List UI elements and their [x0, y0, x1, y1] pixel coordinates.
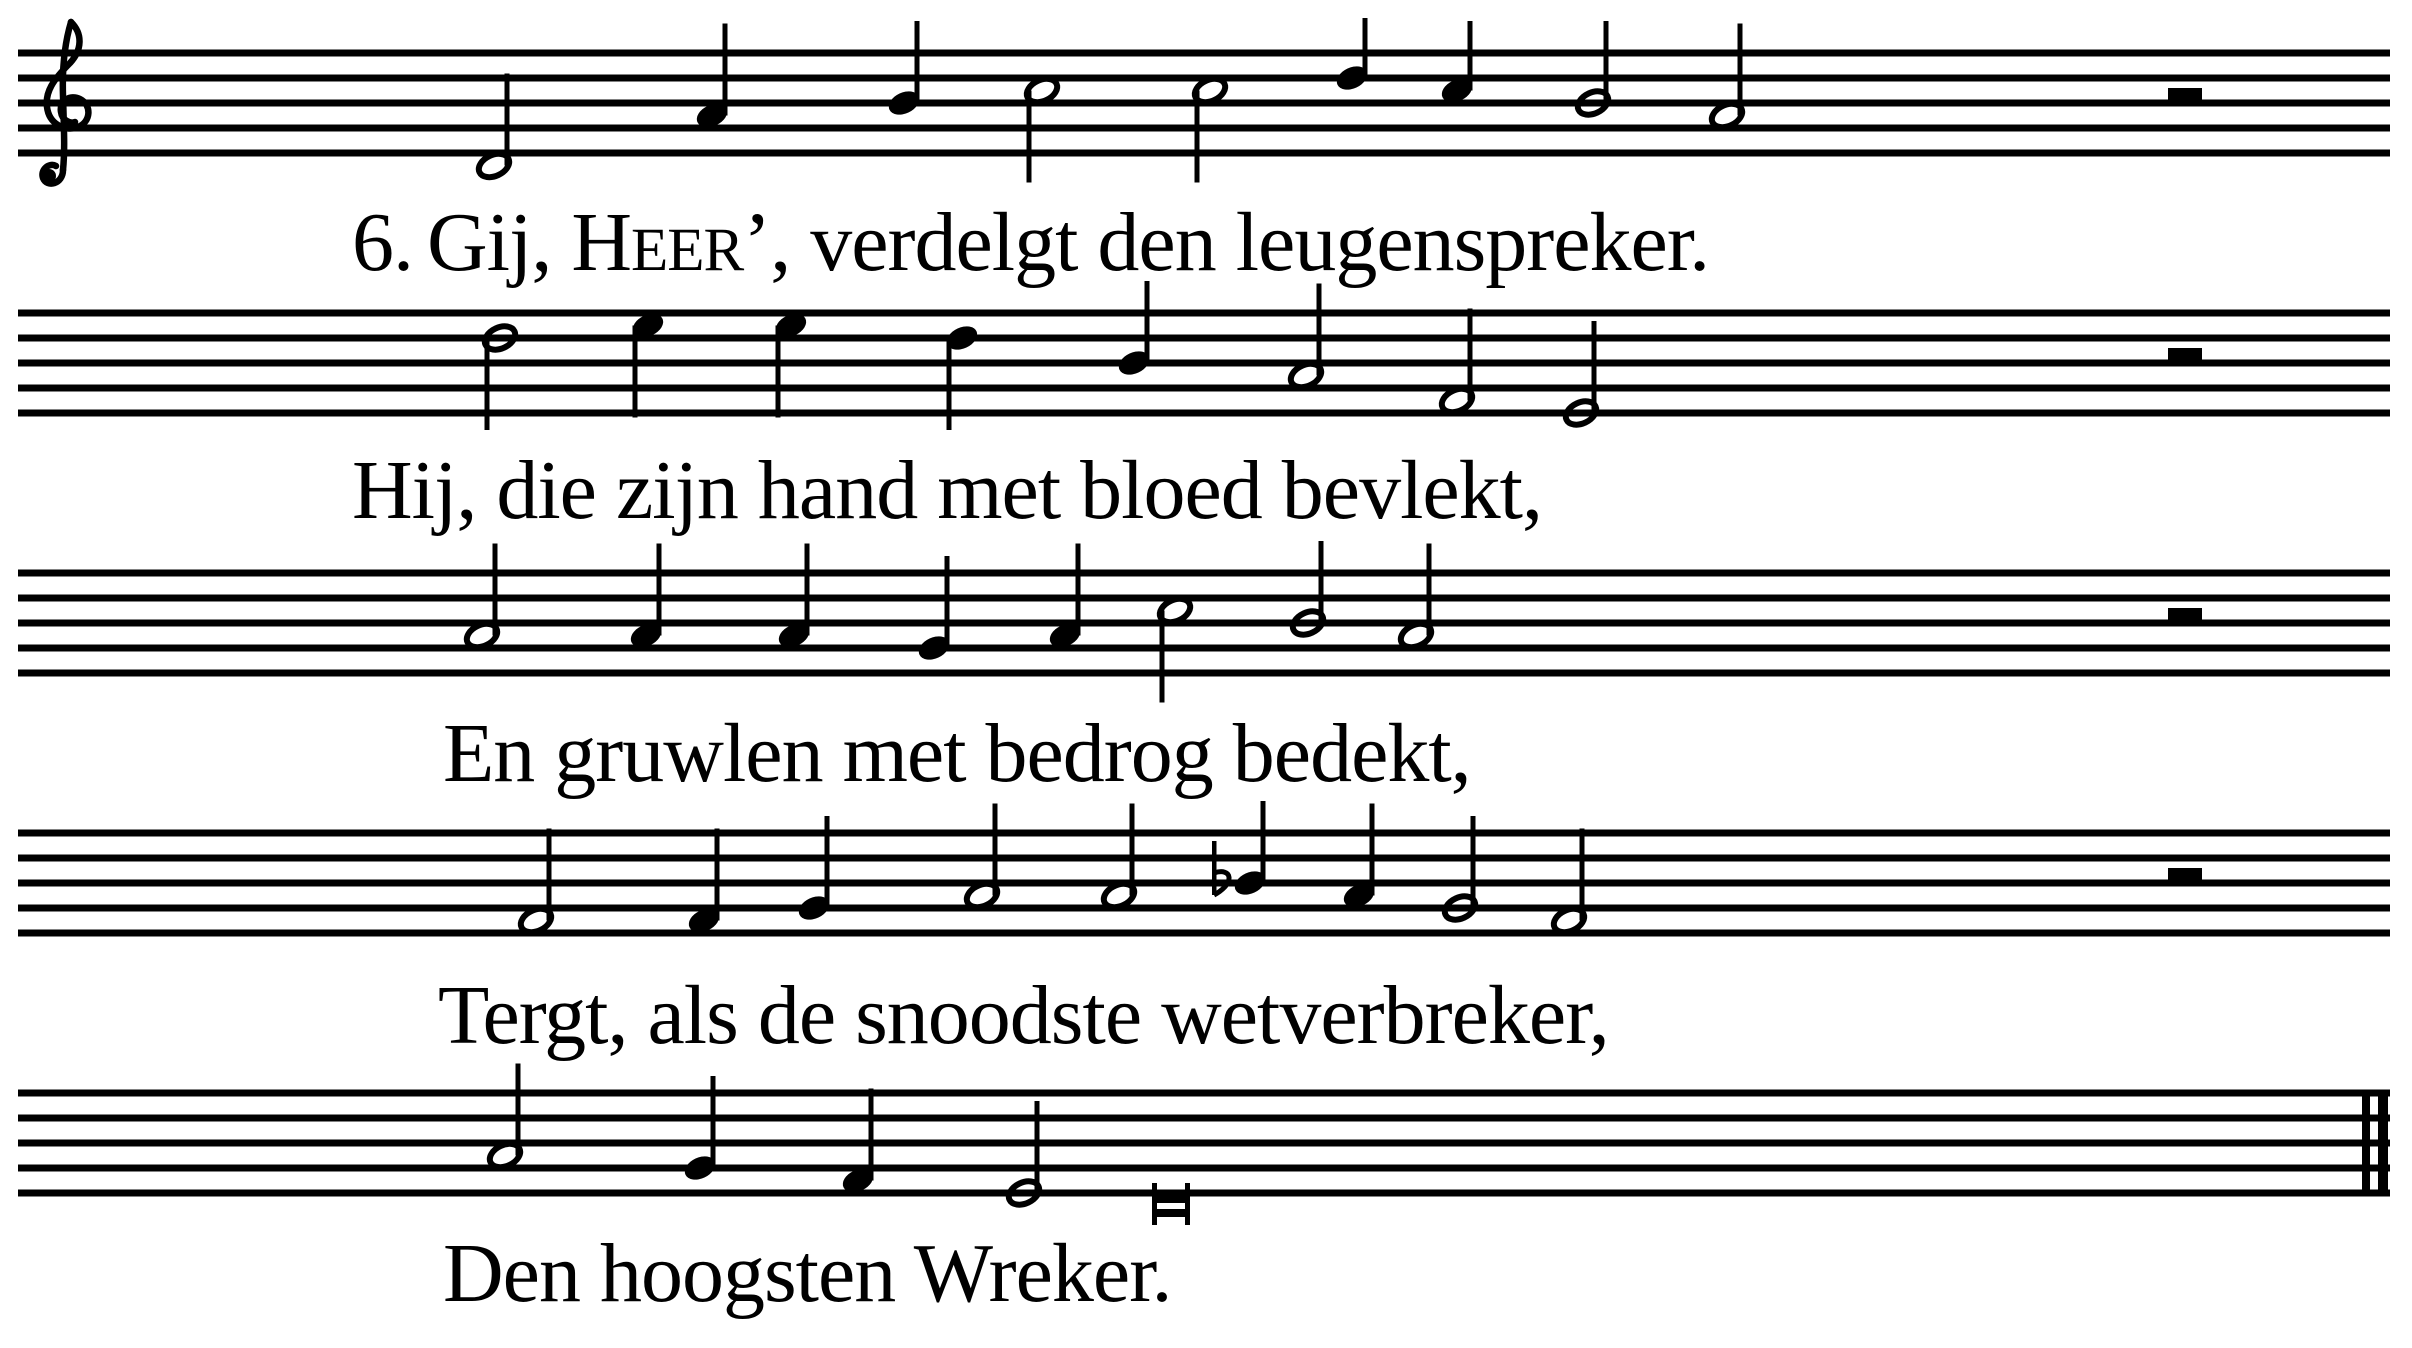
note-stem [1145, 281, 1150, 363]
lyric-heer-initial: H [571, 196, 632, 289]
final-barline [2378, 1090, 2388, 1196]
note-stem [1604, 21, 1609, 103]
staff-5 [18, 1064, 2390, 1226]
staff-line [18, 1190, 2390, 1197]
note-stem [1738, 24, 1743, 116]
note-stem [1427, 544, 1432, 636]
note-stem [485, 338, 490, 430]
note-stem [516, 1064, 521, 1156]
final-barline [2362, 1090, 2370, 1196]
staff-line [18, 1165, 2390, 1172]
staff-line [18, 645, 2390, 652]
staff-line [18, 570, 2390, 577]
note-stem [945, 556, 950, 648]
final-breve [1185, 1183, 1190, 1225]
lyric-text-pre: Gij, [427, 196, 572, 289]
staff-line [18, 385, 2390, 392]
half-rest [2168, 348, 2202, 363]
quarter-note [1115, 281, 1153, 379]
note-stem [1471, 816, 1476, 908]
note-stem [1592, 321, 1597, 413]
half-rest [2168, 608, 2202, 623]
staff-2 [18, 281, 2390, 430]
note-stem [1363, 18, 1368, 78]
staff-line [18, 1090, 2390, 1097]
lyric-heer-smallcaps: EER [631, 217, 744, 284]
lyric-line-1 [352, 196, 1710, 289]
note-stem [805, 544, 810, 636]
note-stem [915, 21, 920, 103]
lyric-line-5: Den hoogsten Wreker. [443, 1227, 1172, 1320]
staff-line [18, 335, 2390, 342]
staff-4 [18, 801, 2390, 937]
staff-line [18, 1115, 2390, 1122]
note-stem [947, 338, 952, 430]
note-stem [1580, 829, 1585, 921]
note-stem [869, 1089, 874, 1181]
lyric-line-4: Tergt, als de snoodste wetverbreker, [438, 969, 1609, 1062]
note-stem [1027, 91, 1032, 183]
half-rest [2168, 88, 2202, 103]
staff-line [18, 410, 2390, 417]
note-stem [547, 829, 552, 921]
note-stem [1195, 91, 1200, 183]
staff-line [18, 905, 2390, 912]
note-stem [493, 544, 498, 636]
quarter-note [885, 21, 923, 119]
note-stem [1468, 21, 1473, 91]
staff-3 [18, 541, 2390, 703]
note-stem [1261, 801, 1266, 883]
treble-clef-dot [42, 169, 56, 183]
note-stem [711, 1076, 716, 1168]
staff-line [18, 150, 2390, 157]
staff-line [18, 595, 2390, 602]
final-breve-bar [1152, 1209, 1190, 1217]
note-stem [1160, 611, 1165, 703]
half-rest [2168, 868, 2202, 883]
final-breve-bar [1152, 1195, 1190, 1203]
staff-line [18, 930, 2390, 937]
flat-accidental [1212, 841, 1217, 895]
note-stem [1468, 309, 1473, 401]
note-stem [1317, 284, 1322, 376]
note-stem [776, 326, 781, 418]
note-stem [993, 804, 998, 896]
note-stem [657, 544, 662, 636]
final-breve [1152, 1183, 1157, 1225]
note-stem [1130, 804, 1135, 896]
note-stem [1319, 541, 1324, 623]
lyric-line-2: Hij, die zijn hand met bloed bevlekt, [352, 444, 1543, 537]
staff-line [18, 855, 2390, 862]
verse-number: 6. [352, 196, 413, 289]
note-stem [723, 24, 728, 116]
lyric-text-post: ’, verdelgt den leugenspreker. [743, 196, 1710, 289]
note-stem [1035, 1101, 1040, 1193]
staff-line [18, 1140, 2390, 1147]
staff-line [18, 310, 2390, 317]
staff-line [18, 880, 2390, 887]
lyric-line-3: En gruwlen met bedrog bedekt, [443, 707, 1471, 800]
note-stem [715, 829, 720, 921]
staff-1 [18, 18, 2390, 184]
note-stem [633, 326, 638, 418]
staff-line [18, 50, 2390, 57]
staff-line [18, 670, 2390, 677]
staff-line [18, 620, 2390, 627]
note-stem [505, 74, 510, 166]
note-stem [825, 816, 830, 908]
note-stem [1370, 804, 1375, 896]
staff-line [18, 360, 2390, 367]
note-stem [1076, 544, 1081, 636]
staff-line [18, 830, 2390, 837]
staff-line [18, 125, 2390, 132]
quarter-note [1438, 21, 1476, 107]
